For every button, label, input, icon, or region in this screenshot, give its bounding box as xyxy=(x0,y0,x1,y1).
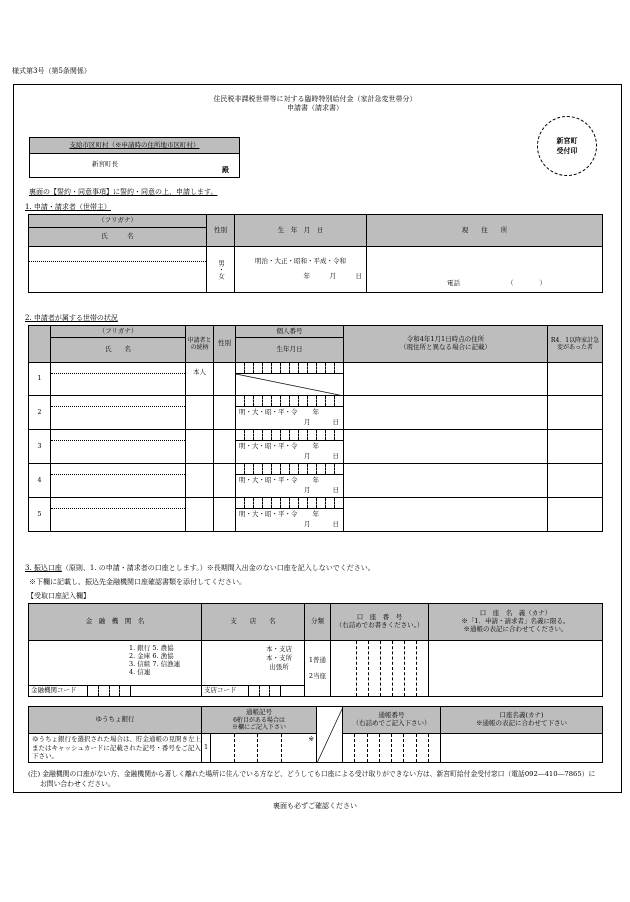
member-changed-field[interactable] xyxy=(548,430,603,464)
year-label: 年 xyxy=(312,476,319,484)
stamp-line-1: 新宮町 xyxy=(556,136,578,145)
reception-stamp xyxy=(537,116,597,176)
branch-field[interactable] xyxy=(202,641,305,686)
bank-code-label: 金融機関コード xyxy=(31,686,77,695)
passbook-sym-sub1: 6桁目がある場合は xyxy=(233,716,285,724)
passbook-sym-header xyxy=(202,707,317,734)
month-label: 月 xyxy=(304,452,311,460)
yucho-header: ゆうちょ銀行 xyxy=(29,707,202,734)
prev-address-h2: （現住所と異なる場合に記載） xyxy=(400,343,491,351)
row-number: 3 xyxy=(29,430,51,464)
table-row xyxy=(29,498,603,532)
day-label: 日 xyxy=(332,452,339,460)
branch-type-1: 本・支店 xyxy=(266,645,292,653)
row-number: 5 xyxy=(29,498,51,532)
passbook-sym-title: 通帳記号 xyxy=(246,707,272,716)
day-label: 日 xyxy=(332,418,339,426)
phone-label: 電話 xyxy=(447,279,460,288)
relation-field[interactable]: 本人 xyxy=(186,363,214,396)
relation-field[interactable] xyxy=(186,464,214,498)
title-line-2: 申請書（請求書） xyxy=(287,104,343,113)
member-address-field[interactable] xyxy=(344,464,548,498)
bank-type-4: 4. 信連 xyxy=(129,668,151,677)
day-label: 日 xyxy=(332,486,339,494)
bank-type-3: 3. 信組 7. 信漁連 xyxy=(129,660,181,669)
birth-header-2: 生年月日 xyxy=(236,338,344,363)
applicant-birth-field[interactable] xyxy=(235,247,367,293)
member-mynumber-field[interactable] xyxy=(236,464,344,498)
applicant-sex-field[interactable] xyxy=(207,247,235,293)
sex-header: 性別 xyxy=(207,215,235,247)
section3-note2: ※下欄に記載し、振込先金融機関口座確認書類を添付してください。 xyxy=(29,578,246,586)
holder2-sub: ※通帳の表記に合わせて下さい xyxy=(476,719,567,727)
passbook-no-title: 通帳番号 xyxy=(378,711,405,720)
bank-box-label: 【受取口座記入欄】 xyxy=(27,592,90,600)
yucho-slash-cell xyxy=(317,707,343,763)
type-header: 分類 xyxy=(305,604,331,641)
passbook-no-field[interactable] xyxy=(343,734,441,763)
diagonal-slash xyxy=(236,374,344,396)
member-changed-field[interactable] xyxy=(548,363,603,396)
md-labels xyxy=(304,419,339,427)
holder-header xyxy=(429,604,603,641)
member-address-field[interactable] xyxy=(344,498,548,532)
sex-options: 男・女 xyxy=(217,259,226,280)
municipality-header-text: 支給市区町村（※申請時の住所地市区町村） xyxy=(69,140,200,149)
honorific-label: 殿 xyxy=(222,165,229,174)
applicant-address-field[interactable] xyxy=(367,247,603,293)
member-address-field[interactable] xyxy=(344,396,548,430)
account-no-sub: （右詰めでお書きください。） xyxy=(335,621,424,629)
furigana-header: （フリガナ） xyxy=(29,215,207,228)
name-header: 氏 名 xyxy=(29,228,207,247)
name-header-2: 氏 名 xyxy=(51,338,186,363)
table-row xyxy=(29,430,603,464)
passbook-no-header xyxy=(343,707,441,734)
member-name-field[interactable] xyxy=(51,396,186,430)
era-text: 明・大・昭・平・令 xyxy=(239,476,298,484)
member-sex-field[interactable] xyxy=(214,363,236,396)
yucho-table xyxy=(28,706,603,763)
member-changed-field[interactable] xyxy=(548,498,603,532)
passbook-sym-sub2: ※欄にご記入下さい xyxy=(231,723,286,731)
bank-table xyxy=(28,603,603,697)
acct-type-1: 1普通 xyxy=(308,655,327,664)
era-options: 明治・大正・昭和・平成・令和 xyxy=(255,257,346,266)
month-label: 月 xyxy=(304,486,311,494)
sym-star: ※ xyxy=(308,735,314,743)
account-no-title: 口 座 番 号 xyxy=(356,613,403,622)
back-note: 裏面も必ずご確認ください xyxy=(273,802,357,810)
era-options-short xyxy=(239,409,319,417)
bank-type-list xyxy=(129,644,180,677)
md-labels xyxy=(304,487,339,495)
member-name-field[interactable] xyxy=(51,498,186,532)
member-sex-field[interactable] xyxy=(214,498,236,532)
row-no-header xyxy=(29,326,51,363)
footnote: (注) 金融機関の口座がない方、金融機関から著しく離れた場所に住んでいる方など、どうしても口座による受け取りができない方は、新宮町給付金受付窓口（電話092―410―7865）にお問い合わせください。 xyxy=(28,770,596,789)
yucho-note: ゆうちょ銀行を選択された場合は、貯金通帳の見開き左上またはキャッシュカードに記載された記号・番号をご記入下さい。 xyxy=(29,734,202,763)
year-label: 年 xyxy=(312,510,319,518)
holder2-header xyxy=(441,707,603,734)
member-sex-field[interactable] xyxy=(214,396,236,430)
year-label: 年 xyxy=(312,442,319,450)
furigana-header-2: （フリガナ） xyxy=(51,326,186,338)
holder-title: 口 座 名 義（カナ） xyxy=(479,609,552,618)
member-name-field[interactable] xyxy=(51,464,186,498)
acct-type-2: 2当座 xyxy=(308,671,327,680)
member-sex-field[interactable] xyxy=(214,464,236,498)
birth-ymd: 年 月 日 xyxy=(303,272,362,280)
member-mynumber-field[interactable] xyxy=(236,363,344,396)
account-type-field[interactable] xyxy=(305,641,331,697)
birth-header: 生 年 月 日 xyxy=(235,215,367,247)
section3-note1: （原則、1. の申請・請求者の口座とします。）※長期間入出金のない口座を記入しないでください。 xyxy=(61,564,375,572)
applicant-table xyxy=(28,214,603,293)
branch-type-3: 出張所 xyxy=(269,663,289,672)
mynumber-header: 個人番号 xyxy=(236,326,344,338)
form-number: 様式第3号（第5条関係） xyxy=(12,67,91,75)
bank-type-2: 2. 金庫 6. 漁協 xyxy=(129,652,174,661)
member-mynumber-field[interactable] xyxy=(236,396,344,430)
row-number: 4 xyxy=(29,464,51,498)
era-options-short xyxy=(239,477,319,485)
row-number: 1 xyxy=(29,363,51,396)
era-options-short xyxy=(239,443,319,451)
applicant-name-field[interactable] xyxy=(29,247,207,293)
bank-type-1: 1. 銀行 5. 農協 xyxy=(129,644,174,652)
member-mynumber-field[interactable] xyxy=(236,430,344,464)
account-holder-field[interactable] xyxy=(429,641,603,697)
table-row xyxy=(29,363,603,396)
holder2-field[interactable] xyxy=(441,734,603,763)
member-changed-field[interactable] xyxy=(548,464,603,498)
md-labels xyxy=(304,521,339,529)
member-address-field[interactable] xyxy=(344,363,548,396)
era-text: 明・大・昭・平・令 xyxy=(239,442,298,450)
day-label: 日 xyxy=(332,520,339,528)
municipality-header xyxy=(30,138,240,154)
passbook-sym-field[interactable] xyxy=(202,734,317,763)
household-table xyxy=(28,325,603,532)
holder-sub2: ※通帳の表記に合わせてください。 xyxy=(463,624,568,633)
member-name-field[interactable] xyxy=(51,363,186,396)
relation-field[interactable] xyxy=(186,396,214,430)
mayor-label: 新宮町長 xyxy=(92,160,118,168)
section3-heading xyxy=(25,564,375,572)
branch-code-label: 支店コード xyxy=(204,686,237,695)
branch-type-2: 本・支所 xyxy=(266,654,292,663)
bank-name-header: 金 融 機 関 名 xyxy=(29,604,202,641)
intro-text: 裏面の【誓約・同意事項】に誓約・同意の上、申請します。 xyxy=(29,188,218,196)
phone-paren: （ ） xyxy=(507,279,546,288)
bank-code-field[interactable] xyxy=(29,686,202,697)
month-label: 月 xyxy=(304,418,311,426)
changed-header: R4．1以降家計急変があった者 xyxy=(548,326,603,363)
holder-sub1: ※「1．申請・請求者」名義に限る。 xyxy=(461,617,570,626)
passbook-sym-subs xyxy=(202,717,316,731)
prev-address-h1: 令和4年1月1日時点の住所 xyxy=(406,335,485,344)
member-name-field[interactable] xyxy=(51,430,186,464)
sym-prefix: 1 xyxy=(204,743,209,751)
branch-header: 支 店 名 xyxy=(202,604,305,641)
prev-address-header xyxy=(344,326,548,363)
member-changed-field[interactable] xyxy=(548,396,603,430)
era-text: 明・大・昭・平・令 xyxy=(239,408,298,416)
passbook-no-sub: （右詰めでご記入下さい） xyxy=(352,719,431,727)
md-labels xyxy=(304,453,339,461)
section3-title: 3. 振込口座 xyxy=(25,564,62,572)
row-number: 2 xyxy=(29,396,51,430)
table-row xyxy=(29,464,603,498)
account-number-field[interactable] xyxy=(331,641,429,697)
stamp-line-2: 受付印 xyxy=(556,147,578,155)
bank-name-field[interactable] xyxy=(29,641,202,686)
title-line-1: 住民税非課税世帯等に対する臨時特別給付金（家計急変世帯分） xyxy=(213,95,417,103)
era-options-short xyxy=(239,511,319,519)
mayor-field[interactable] xyxy=(30,154,240,178)
section1-title: 1. 申請・請求者（世帯主） xyxy=(25,203,111,211)
form-title xyxy=(130,95,500,113)
relation-header: 申請者との続柄 xyxy=(186,326,214,363)
member-address-field[interactable] xyxy=(344,430,548,464)
month-label: 月 xyxy=(304,520,311,528)
holder2-title: 口座名義(カナ) xyxy=(499,711,544,720)
sex-header-2: 性別 xyxy=(214,326,236,363)
municipality-box xyxy=(29,137,240,178)
relation-field[interactable] xyxy=(186,430,214,464)
era-text: 明・大・昭・平・令 xyxy=(239,510,298,518)
relation-field[interactable] xyxy=(186,498,214,532)
table-row xyxy=(29,396,603,430)
address-header: 現 住 所 xyxy=(367,215,603,247)
branch-code-field[interactable] xyxy=(202,686,305,697)
account-no-header xyxy=(331,604,429,641)
branch-type-list xyxy=(266,645,292,672)
member-sex-field[interactable] xyxy=(214,430,236,464)
year-label: 年 xyxy=(312,408,319,416)
diagonal-slash-2 xyxy=(317,707,343,763)
section2-title: 2. 申請者が属する世帯の状況 xyxy=(25,314,118,322)
member-mynumber-field[interactable] xyxy=(236,498,344,532)
